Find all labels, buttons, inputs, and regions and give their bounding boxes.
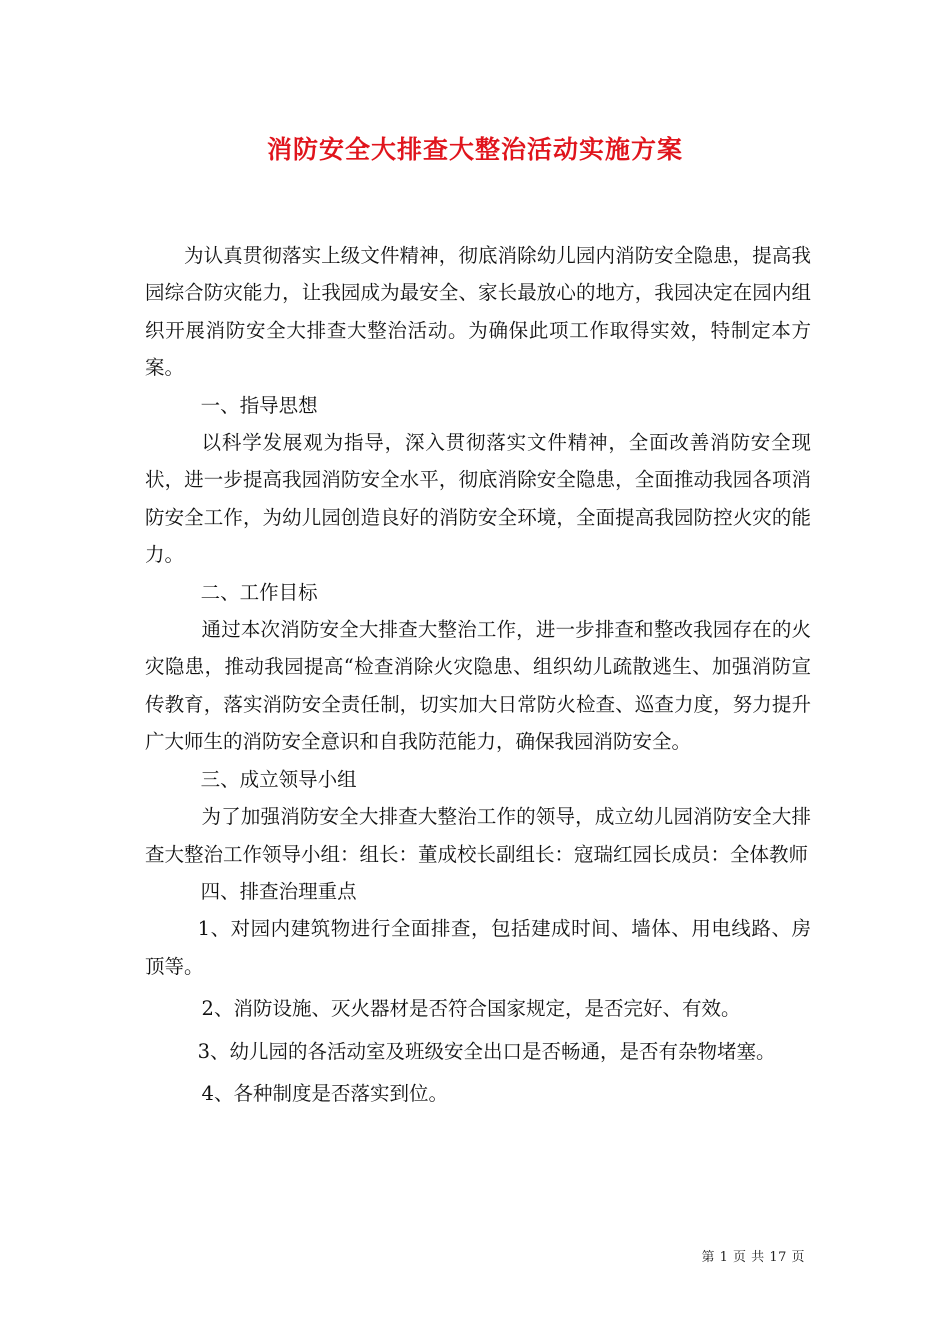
- section-heading-work-goals: 二、工作目标: [200, 580, 318, 604]
- section-heading-leading-group: 三、成立领导小组: [200, 767, 357, 791]
- focus-item-1: 1、对园内建筑物进行全面排查，包括建成时间、墙体、用电线路、房顶等。: [145, 917, 811, 978]
- guiding-ideology-paragraph: 以科学发展观为指导，深入贯彻落实文件精神，全面改善消防安全现状，进一步提高我园消防安全水平，彻底消除安全隐患，全面推动我园各项消防安全工作，为幼儿园创造良好的消防安全环境，全面提高我园防控火灾的能力。: [145, 431, 811, 567]
- document-title: 消防安全大排查大整治活动实施方案: [266, 135, 683, 164]
- document-body: [145, 237, 811, 1112]
- intro-paragraph: 为认真贯彻落实上级文件精神，彻底消除幼儿园内消防安全隐患，提高我园综合防灾能力，让我园成为最安全、家长最放心的地方，我园决定在园内组织开展消防安全大排查大整治活动。为确保此项工作取得实效，特制定本方案。: [145, 244, 811, 380]
- focus-item-4: 4、各种制度是否落实到位。: [201, 1081, 448, 1105]
- leading-group-paragraph: 为了加强消防安全大排查大整治工作的领导，成立幼儿园消防安全大排查大整治工作领导小组：组长：董成校长副组长：寇瑞红园长成员：全体教师: [145, 805, 811, 866]
- focus-item-2: 2、消防设施、灭火器材是否符合国家规定，是否完好、有效。: [201, 997, 741, 1021]
- page-number-footer: 第 1 页 共 17 页: [701, 1250, 805, 1265]
- section-heading-inspection-focus: 四、排查治理重点: [200, 879, 357, 903]
- focus-item-3: 3、幼儿园的各活动室及班级安全出口是否畅通，是否有杂物堵塞。: [197, 1039, 776, 1063]
- section-heading-guiding-ideology: 一、指导思想: [200, 393, 318, 417]
- work-goals-paragraph: 通过本次消防安全大排查大整治工作，进一步排查和整改我园存在的火灾隐患，推动我园提高“检查消除火灾隐患、组织幼儿疏散逃生、加强消防宣传教育，落实消防安全责任制，切实加大日常防火检查、巡查力度，努力提升广大师生的消防安全意识和自我防范能力，确保我园消防安全。: [145, 618, 811, 754]
